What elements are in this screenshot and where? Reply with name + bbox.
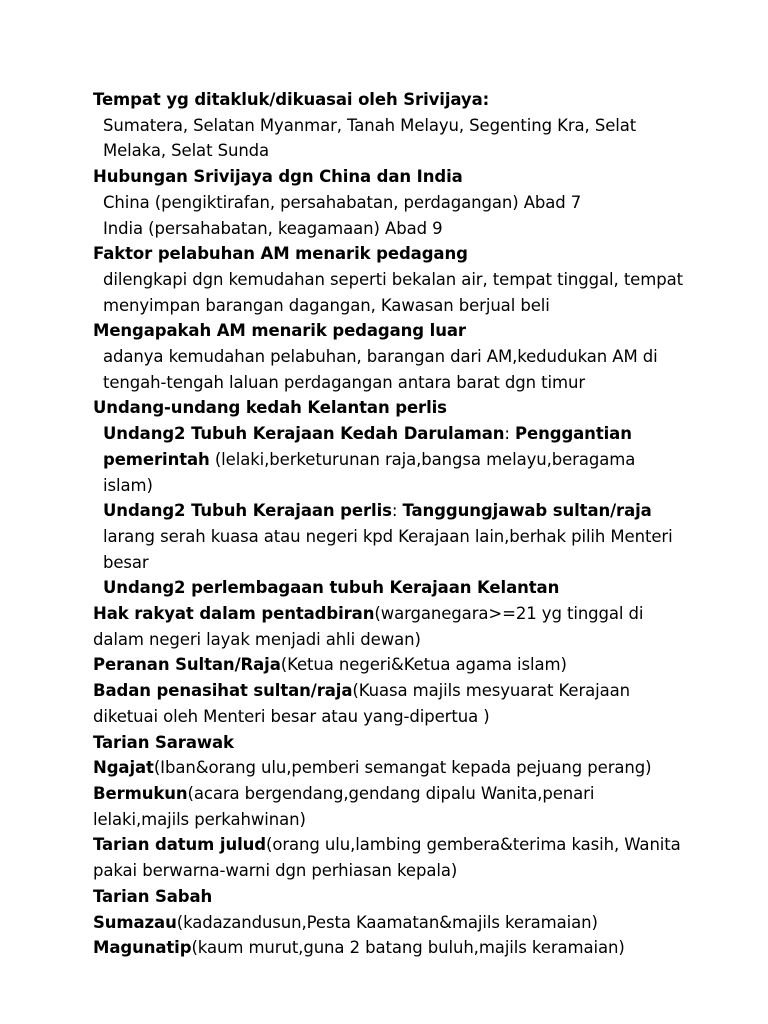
paragraph-china: [93, 190, 683, 216]
paragraph-sultan-role: [93, 652, 683, 678]
paragraph-perlis-law: [93, 498, 683, 575]
heading-foreign-traders: [93, 318, 683, 344]
heading-sabah-dances: [93, 884, 683, 910]
term-label: Peranan Sultan/Raja: [93, 655, 281, 675]
paragraph-text: (orang ulu,lambing gembera&terima kasih, Wanita pakai berwarna-warni dgn perhiasan kepala): [93, 835, 681, 881]
paragraph-text: larang serah kuasa atau negeri kpd Kerajaan lain,berhak pilih Menteri besar: [103, 526, 673, 572]
paragraph-india: [93, 216, 683, 242]
paragraph-magunatip: [93, 935, 683, 961]
document-page: [93, 87, 683, 961]
term-label: Tarian datum julud: [93, 835, 267, 855]
paragraph-text: (kaum murut,guna 2 batang buluh,majils keramaian): [191, 938, 625, 958]
separator: :: [391, 501, 403, 521]
paragraph-text: India (persahabatan, keagamaan) Abad 9: [103, 218, 443, 238]
paragraph-text: (kadazandusun,Pesta Kaamatan&majils keramaian): [176, 912, 598, 932]
term-label: Hak rakyat dalam pentadbiran: [93, 604, 375, 624]
paragraph-datum-julud: [93, 832, 683, 883]
paragraph-text: (acara bergendang,gendang dipalu Wanita,penari lelaki,majils perkahwinan): [93, 783, 595, 829]
term-label: Bermukun: [93, 783, 188, 803]
heading-text: Hubungan Srivijaya dgn China dan India: [93, 167, 463, 187]
heading-text: Tarian Sabah: [93, 886, 213, 906]
paragraph-foreign-traders: [93, 344, 683, 395]
law-title: Undang2 Tubuh Kerajaan Kedah Darulaman: [103, 424, 505, 444]
paragraph-text: (Iban&orang ulu,pemberi semangat kepada pejuang perang): [153, 758, 652, 778]
paragraph-sumazau: [93, 910, 683, 936]
paragraph-text: Sumatera, Selatan Myanmar, Tanah Melayu, Segenting Kra, Selat Melaka, Selat Sunda: [103, 115, 637, 161]
paragraph-bermukun: [93, 781, 683, 832]
paragraph-text: (lelaki,berketurunan raja,bangsa melayu,beragama islam): [103, 449, 636, 495]
paragraph-text: adanya kemudahan pelabuhan, barangan dari AM,kedudukan AM di tengah-tengah laluan perdagangan antara barat dgn timur: [103, 347, 658, 392]
paragraph-advisory-body: [93, 678, 683, 729]
paragraph-text: China (pengiktirafan, persahabatan, perdagangan) Abad 7: [103, 192, 582, 212]
paragraph-people-rights: [93, 601, 683, 652]
heading-srivijaya-relations: [93, 164, 683, 190]
law-topic: Penggantian pemerintah: [103, 424, 632, 469]
paragraph-text: (Ketua negeri&Ketua agama islam): [280, 655, 567, 675]
paragraph-ngajat: [93, 755, 683, 781]
term-label: Ngajat: [93, 758, 154, 778]
term-label: Magunatip: [93, 938, 192, 958]
term-label: Sumazau: [93, 912, 177, 932]
law-topic: Tanggungjawab sultan/raja: [402, 501, 652, 521]
paragraph-text: (Kuasa majils mesyuarat Kerajaan diketuai oleh Menteri besar atau yang-dipertua ): [93, 681, 631, 726]
separator: :: [504, 424, 515, 444]
heading-text: Undang-undang kedah Kelantan perlis: [93, 398, 447, 418]
paragraph-territories: [93, 113, 683, 164]
paragraph-kelantan-law: [93, 575, 683, 601]
heading-srivijaya-territories: [93, 87, 683, 113]
law-title: Undang2 Tubuh Kerajaan perlis: [103, 501, 392, 521]
heading-text: Tarian Sarawak: [93, 732, 234, 752]
law-title: Undang2 perlembagaan tubuh Kerajaan Kelantan: [103, 578, 560, 598]
heading-port-factors: [93, 241, 683, 267]
paragraph-port-factors: [93, 267, 683, 318]
term-label: Badan penasihat sultan/raja: [93, 681, 353, 701]
heading-text: Tempat yg ditakluk/dikuasai oleh Srivijaya:: [93, 90, 490, 109]
heading-text: Mengapakah AM menarik pedagang luar: [93, 321, 466, 341]
heading-text: Faktor pelabuhan AM menarik pedagang: [93, 244, 468, 264]
paragraph-text: dilengkapi dgn kemudahan seperti bekalan air, tempat tinggal, tempat menyimpan barangan dagangan, Kawasan berjual beli: [103, 269, 683, 315]
paragraph-kedah-law: [93, 421, 683, 498]
heading-sarawak-dances: [93, 730, 683, 756]
heading-laws: [93, 395, 683, 421]
paragraph-text: (warganegara>=21 yg tinggal di dalam negeri layak menjadi ahli dewan): [93, 604, 644, 649]
